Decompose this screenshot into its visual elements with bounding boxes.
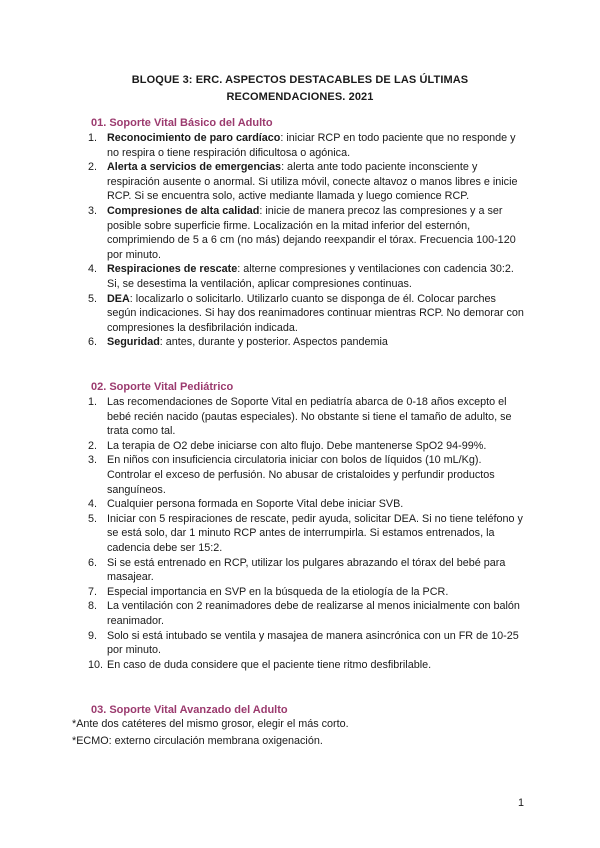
- note-catheters: *Ante dos catéteres del mismo grosor, elegir el más corto.: [72, 718, 349, 730]
- section-2-heading: 02. Soporte Vital Pediátrico: [91, 381, 234, 393]
- list-item: 2. Alerta a servicios de emergencias: alerta ante todo paciente inconsciente y respiración ausente o anormal. Si utiliza móvil, conecte altavoz o manos libres e inicie RCP. Si se encuentra solo, active mediante llamada y luego comience RCP.: [88, 161, 518, 203]
- list-item: 2. La terapia de O2 debe iniciarse con alto flujo. Debe mantenerse SpO2 94-99%.: [88, 439, 487, 452]
- list-item: 5. DEA: localizarlo o solicitarlo. Utilizarlo cuanto se disponga de él. Colocar parches según indicaciones. Si hay dos reanimadores continuar mientras RCP. No demorar con compresiones la desfibrilación indicada.: [88, 292, 524, 334]
- section-1-heading: 01. Soporte Vital Básico del Adulto: [91, 117, 273, 129]
- list-item: 4. Respiraciones de rescate: alterne compresiones y ventilaciones con cadencia 30:2. Si, se desestima la ventilación, aplicar compresiones continuas.: [88, 263, 514, 290]
- section-1-list: [88, 131, 528, 350]
- list-item: 1. Reconocimiento de paro cardíaco: iniciar RCP en todo paciente que no responde y no respira o tiene respiración dificultosa o agónica.: [88, 132, 516, 159]
- list-item: 6. Si se está entrenado en RCP, utilizar los pulgares abrazando el tórax del bebé para masajear.: [88, 556, 506, 584]
- list-item: 1. Las recomendaciones de Soporte Vital en pediatría abarca de 0-18 años excepto el bebé recién nacido (pautas especiales). No obstante si tiene el tamaño de adulto, se trata como tal.: [88, 396, 512, 438]
- list-item: 9. Solo si está intubado se ventila y masajea de manera asincrónica con un FR de 10-25 por minuto.: [88, 629, 519, 657]
- list-item: 10. En caso de duda considere que el paciente tiene ritmo desfibrilable.: [88, 658, 432, 671]
- document-title: [120, 72, 480, 106]
- title-line-2: RECOMENDACIONES. 2021: [226, 91, 374, 103]
- title-line-1: BLOQUE 3: ERC. ASPECTOS DESTACABLES DE LAS ÚLTIMAS: [131, 74, 469, 86]
- section-2-list: [88, 395, 528, 672]
- list-item: 6. Seguridad: antes, durante y posterior. Aspectos pandemia: [88, 336, 388, 349]
- list-item: 3. Compresiones de alta calidad: inicie de manera precoz las compresiones y a ser posible sobre superficie firme. Localización en la mitad inferior del esternón, comprimiendo de 5 a 6 cm (no más) dejando reexpandir el tórax. Frecuencia 100-120 por minuto.: [88, 204, 516, 261]
- list-item: 7. Especial importancia en SVP en la búsqueda de la etiología de la PCR.: [88, 585, 449, 598]
- page-number: 1: [518, 797, 525, 809]
- section-3-heading: 03. Soporte Vital Avanzado del Adulto: [91, 704, 288, 716]
- list-item: 8. La ventilación con 2 reanimadores debe de realizarse al menos inicialmente con balón reanimador.: [88, 600, 520, 627]
- list-item: 4. Cualquier persona formada en Soporte Vital debe iniciar SVB.: [88, 498, 404, 511]
- note-ecmo: *ECMO: externo circulación membrana oxigenación.: [72, 735, 323, 747]
- list-item: 3. En niños con insuficiencia circulatoria iniciar con bolos de líquidos (10 mL/Kg). Controlar el exceso de perfusión. No abusar de cristaloides y perfundir productos sanguíneos.: [88, 454, 495, 496]
- list-item: 5. Iniciar con 5 respiraciones de rescate, pedir ayuda, solicitar DEA. Si no tiene teléfono y se está solo, dar 1 minuto RCP antes de interrumpirla. Si estamos entrenados, la cadencia debe ser 15:2.: [88, 512, 523, 554]
